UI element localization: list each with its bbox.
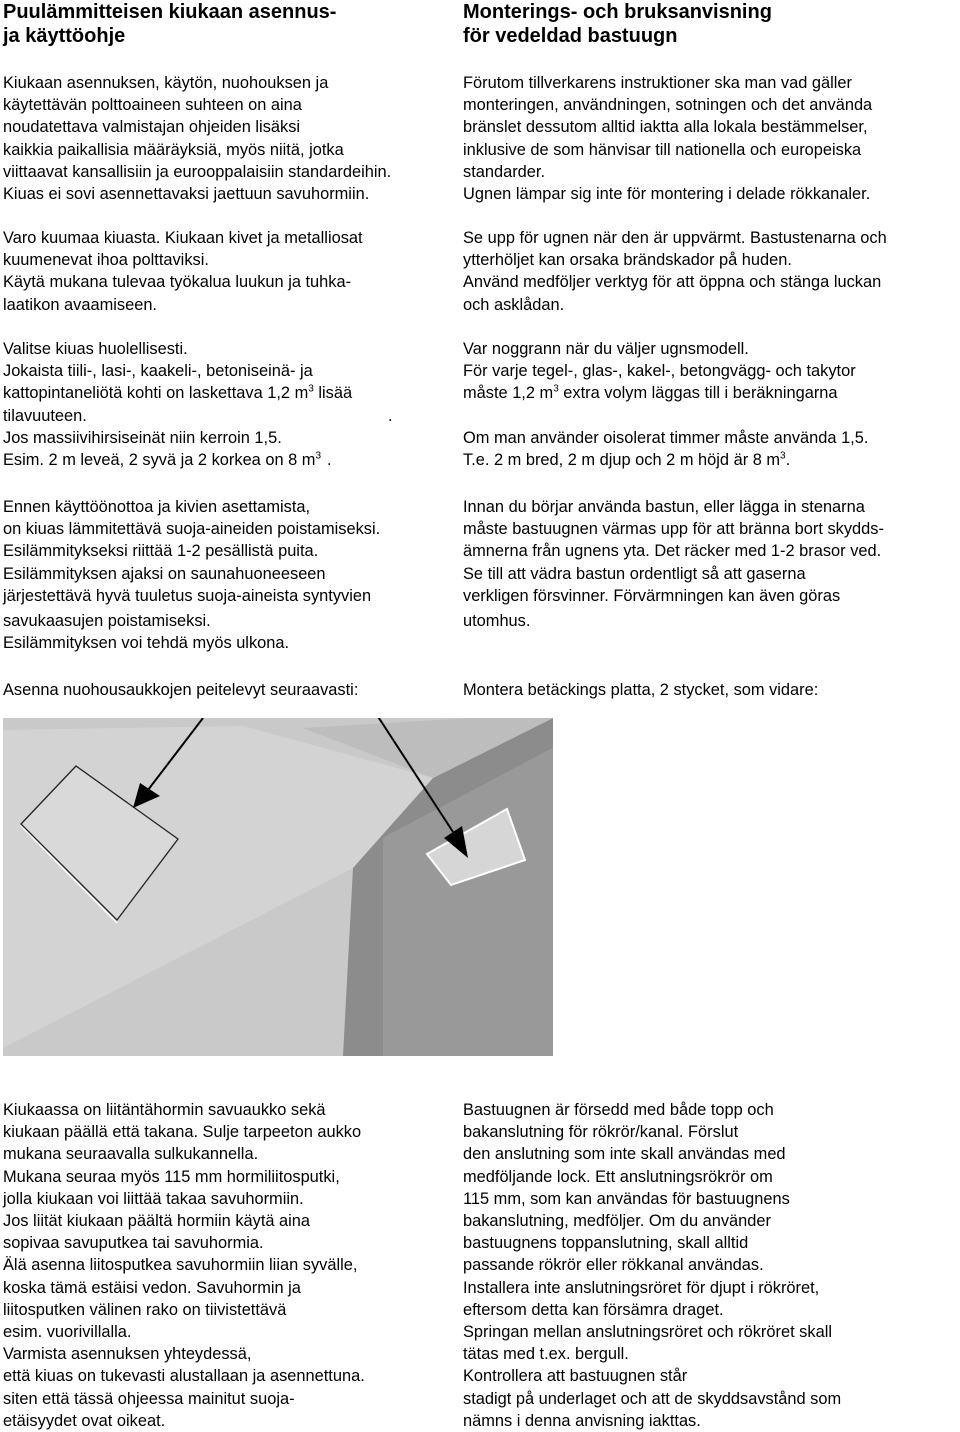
text-line: nämns i denna anvisning iakttas. [463, 1411, 701, 1430]
sv-preheating-paragraph [463, 496, 958, 632]
text-line: den anslutning som inte skall användas med [463, 1145, 786, 1164]
text-line: bastuugnens toppanslutning, skall alltid [463, 1234, 749, 1253]
sv-figure-caption [463, 679, 958, 701]
text-line: kaikkia paikallisia määräyksiä, myös niitä, jotka [3, 140, 344, 159]
text-line [3, 382, 458, 404]
text-line: Förutom tillverkarens instruktioner ska man vad gäller [463, 74, 852, 92]
title-line: Puulämmitteisen kiukaan asennus- [3, 1, 337, 23]
fi-connection-paragraph [3, 1099, 458, 1432]
text-line: Älä asenna liitosputkea savuhormiin liian syvälle, [3, 1256, 358, 1275]
text-fragment: . [785, 451, 791, 470]
fi-figure-caption [3, 679, 458, 701]
text-line: och asklådan. [463, 295, 565, 314]
superscript: 3 [308, 383, 314, 395]
text-line: bakanslutning för rökrör/kanal. Förslut [463, 1123, 739, 1142]
text-line: mukana seuraavalla sulkukannella. [3, 1145, 259, 1164]
title-finnish [3, 0, 336, 48]
text-line: viittaavat kansallisiin ja eurooppalaisiin standardeihin. [3, 162, 392, 181]
text-line: Använd medföljer verktyg för att öppna och stänga luckan [463, 273, 882, 292]
sv-selection-paragraph [463, 338, 958, 471]
text-line: Varo kuumaa kiuasta. Kiukaan kivet ja metalliosat [3, 229, 363, 247]
text-line: Varmista asennuksen yhteydessä, [3, 1345, 252, 1364]
text-line: kiukaan päällä että takana. Sulje tarpeeton aukko [3, 1123, 362, 1142]
text-line: Jokaista tiili-, lasi-, kaakeli-, betoniseinä- ja [3, 362, 313, 381]
sv-intro-paragraph [463, 72, 958, 205]
text-line: on kiuas lämmitettävä suoja-aineiden poistamiseksi. [3, 520, 381, 539]
fi-preheating-paragraph [3, 496, 458, 654]
text-line: stadigt på underlaget och att de skyddsavstånd som [463, 1389, 842, 1408]
text-line: bakanslutning, medföljer. Om du använder [463, 1212, 771, 1231]
superscript: 3 [315, 450, 322, 462]
text-line: Valitse kiuas huolellisesti. [3, 340, 188, 358]
text-line: ytterhöljet kan orsaka brändskador på huden. [463, 251, 792, 270]
text-line: standarder. [463, 162, 546, 181]
text-line: passande rökrör eller rökkanal användas. [463, 1256, 764, 1275]
title-line: Monterings- och bruksanvisning [463, 1, 772, 23]
text-line: Innan du börjar använda bastun, eller lägga in stenarna [463, 498, 865, 516]
text-line: Esilämmitykseksi riittää 1-2 pesällistä puita. [3, 542, 319, 561]
superscript: 3 [780, 450, 786, 462]
text-line: Mukana seuraa myös 115 mm hormiliitosputki, [3, 1167, 340, 1186]
superscript: 3 [553, 383, 559, 395]
text-line: tätas med t.ex. bergull. [463, 1345, 629, 1364]
sv-connection-paragraph [463, 1099, 958, 1432]
text-line: Ugnen lämpar sig inte för montering i delade rökkanaler. [463, 185, 871, 204]
text-line: måste bastuugnen värmas upp för att bränna bort skydds- [463, 520, 884, 539]
text-line [463, 449, 958, 471]
text-line: savukaasujen poistamiseksi. [3, 612, 211, 631]
text-line: Käytä mukana tulevaa työkalua luukun ja tuhka- [3, 273, 352, 292]
text-line: Asenna nuohousaukkojen peitelevyt seuraavasti: [3, 681, 359, 699]
text-line: 115 mm, som kan användas för bastuugnens [463, 1189, 790, 1208]
text-line: että kiuas on tukevasti alustallaan ja asennettuna. [3, 1367, 365, 1386]
text-line: För varje tegel-, glas-, kakel-, betongvägg- och takytor [463, 362, 856, 381]
stray-period: . [388, 406, 393, 425]
text-fragment: extra volym läggas till i beräkningarna [558, 384, 838, 403]
text-line: laatikon avaamiseen. [3, 295, 157, 314]
text-line: Esilämmityksen ajaksi on saunahuoneeseen [3, 564, 326, 583]
cover-plate-illustration [3, 718, 553, 1056]
text-line: Se upp för ugnen när den är uppvärmt. Bastustenarna och [463, 229, 887, 247]
text-line: Kiukaan asennuksen, käytön, nuohouksen ja [3, 74, 329, 92]
title-swedish [463, 0, 772, 48]
sv-warning-paragraph [463, 227, 958, 316]
title-line: ja käyttöohje [3, 25, 126, 47]
text-line: Installera inte anslutningsröret för djupt i rökröret, [463, 1278, 820, 1297]
text-line: Om man använder oisolerat timmer måste använda 1,5. [463, 428, 869, 447]
text-line: Ennen käyttöönottoa ja kivien asettamista, [3, 498, 311, 516]
text-line: Jos liität kiukaan päältä hormiin käytä aina [3, 1212, 311, 1231]
text-line: koska tämä estäisi vedon. Savuhormin ja [3, 1278, 301, 1297]
text-fragment: . [327, 451, 332, 470]
text-fragment: T.e. 2 m bred, 2 m djup och 2 m höjd är 8 m [463, 451, 781, 470]
text-line [3, 449, 458, 471]
fi-selection-paragraph [3, 338, 458, 471]
text-line: käytettävän polttoaineen suhteen on aina [3, 96, 302, 115]
text-line: eftersom detta kan försämra draget. [463, 1300, 724, 1319]
text-line: Se till att vädra bastun ordentligt så att gaserna [463, 564, 806, 583]
text-line: esim. vuorivillalla. [3, 1323, 132, 1342]
fi-intro-paragraph [3, 72, 458, 205]
text-line: liitosputken välinen rako on tiivistettävä [3, 1300, 287, 1319]
blank-line [463, 405, 958, 427]
text-line [3, 405, 458, 427]
text-line: Var noggrann när du väljer ugnsmodell. [463, 340, 749, 358]
text-line: Jos massiivihirsiseinät niin kerroin 1,5. [3, 428, 282, 447]
text-line: utomhus. [463, 612, 531, 631]
text-line: monteringen, användningen, sotningen och det använda [463, 96, 873, 115]
text-line: verkligen försvinner. Förvärmningen kan även göras [463, 586, 841, 605]
text-line: sopivaa savuputkea tai savuhormia. [3, 1234, 264, 1253]
text-line: Kiukaassa on liitäntähormin savuaukko sekä [3, 1101, 326, 1119]
text-fragment: Esim. 2 m leveä, 2 syvä ja 2 korkea on 8 m [3, 451, 316, 470]
text-line: inklusive de som hänvisar till nationella och europeiska [463, 140, 862, 159]
text-line [463, 382, 958, 404]
text-fragment: kattopintaneliötä kohti on laskettava 1,2 m [3, 384, 309, 403]
text-line: Kontrollera att bastuugnen står [463, 1367, 688, 1386]
text-line: järjestettävä hyvä tuuletus suoja-aineista syntyvien [3, 586, 372, 605]
text-line: jolla kiukaan voi liittää takaa savuhormiin. [3, 1189, 304, 1208]
text-line: etäisyydet ovat oikeat. [3, 1411, 166, 1430]
text-line: Esilämmityksen voi tehdä myös ulkona. [3, 634, 290, 653]
text-line: kuumenevat ihoa polttaviksi. [3, 251, 209, 270]
text-line: Kiuas ei sovi asennettavaksi jaettuun savuhormiin. [3, 185, 370, 204]
text-line: siten että tässä ohjeessa mainitut suoja- [3, 1389, 295, 1408]
text-line: noudatettava valmistajan ohjeiden lisäksi [3, 118, 301, 137]
text-line: Bastuugnen är försedd med både topp och [463, 1101, 774, 1119]
title-line: för vedeldad bastuugn [463, 25, 678, 47]
text-fragment: måste 1,2 m [463, 384, 554, 403]
text-fragment: lisää [313, 384, 353, 403]
text-line: medföljande lock. Ett anslutningsrökrör om [463, 1167, 773, 1186]
text-line: Montera betäckings platta, 2 stycket, som vidare: [463, 681, 819, 699]
text-line: Springan mellan anslutningsröret och rökröret skall [463, 1323, 832, 1342]
fi-warning-paragraph [3, 227, 458, 316]
text-fragment: tilavuuteen. [3, 406, 87, 425]
text-line: bränslet dessutom alltid iaktta alla lokala bestämmelser, [463, 118, 868, 137]
text-line: ämnerna från ugnens yta. Det räcker med 1-2 brasor ved. [463, 542, 882, 561]
